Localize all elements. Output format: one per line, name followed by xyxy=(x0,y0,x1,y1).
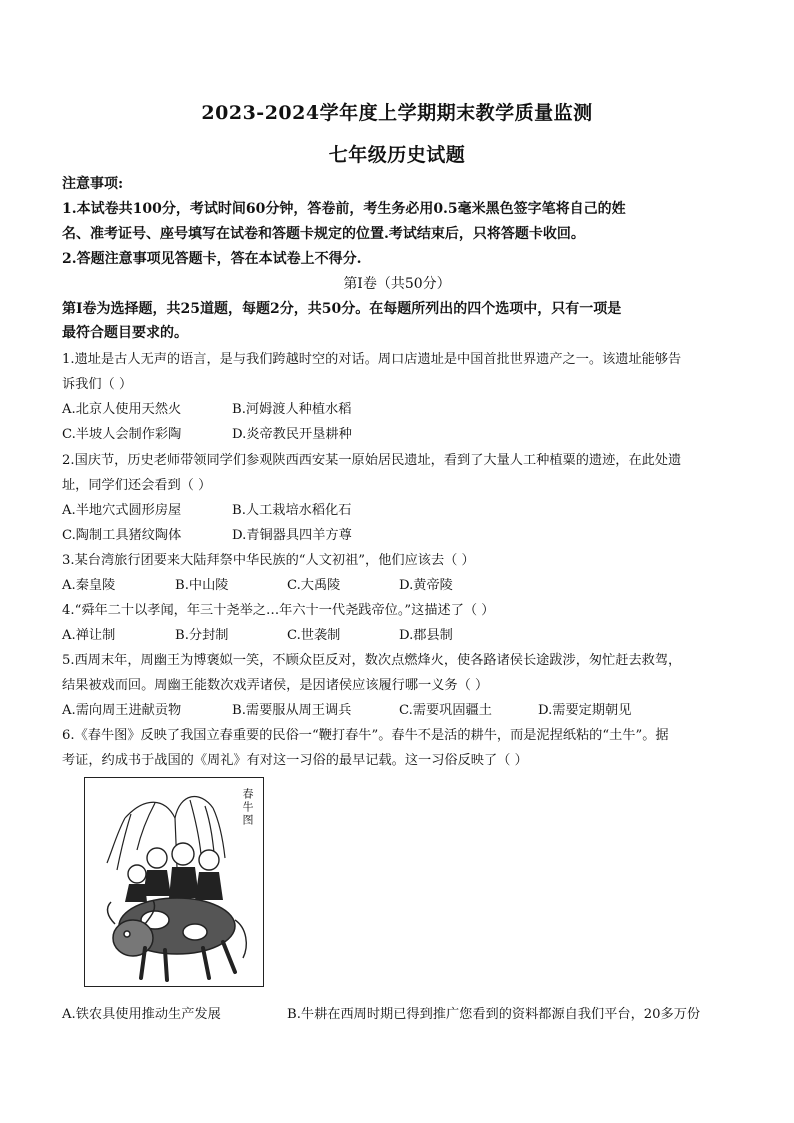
notice-line-2: 2.答题注意事项见答题卡，答在本试卷上不得分. xyxy=(62,251,362,267)
exam-title: 2023-2024学年度上学期期末教学质量监测 xyxy=(201,102,593,124)
q2-option-a: A.半地穴式圆形房屋 xyxy=(62,503,182,518)
q1-option-a: A.北京人使用天然火 xyxy=(62,402,182,417)
q4-option-a: A.禅让制 xyxy=(62,628,116,643)
q5-option-b: B.需要服从周王调兵 xyxy=(232,703,352,718)
q1-option-c: C.半坡人会制作彩陶 xyxy=(62,427,182,442)
spring-ox-illustration xyxy=(85,778,264,987)
section-intro-1: 第Ⅰ卷为选择题，共25道题，每题2分，共50分。在每题所列出的四个选项中，只有一项是 xyxy=(62,301,622,317)
q1-option-d: D.炎帝教民开垦耕种 xyxy=(232,427,352,442)
q5-stem-1: 5.西周末年，周幽王为博褒姒一笑，不顾众臣反对，数次点燃烽火，使各路诸侯长途跋涉，匆忙赶去救驾， xyxy=(62,653,682,668)
q6-stem-2: 考证，约成书于战国的《周礼》有对这一习俗的最早记载。这一习俗反映了（ ） xyxy=(62,753,528,768)
notice-line-1a: 1.本试卷共100分，考试时间60分钟，答卷前，考生务必用0.5毫米黑色签字笔将自己的姓 xyxy=(62,201,626,217)
q4-stem: 4.“舜年二十以孝闻，年三十尧举之…年六十一代尧践帝位。”这描述了（ ） xyxy=(62,603,495,618)
notice-line-1b: 名、准考证号、座号填写在试卷和答题卡规定的位置.考试结束后，只将答题卡收回。 xyxy=(62,226,585,242)
q6-option-b: B.牛耕在西周时期已得到推广您看到的资料都源自我们平台，20多万份 xyxy=(287,1007,701,1022)
q2-stem-2: 址，同学们还会看到（ ） xyxy=(62,478,212,493)
q3-option-d: D.黄帝陵 xyxy=(399,578,453,593)
q1-stem-1: 1.遗址是古人无声的语言，是与我们跨越时空的对话。周口店遗址是中国首批世界遗产之一。该遗址能够告 xyxy=(62,352,682,367)
q5-option-c: C.需要巩固疆土 xyxy=(399,703,492,718)
q3-option-b: B.中山陵 xyxy=(175,578,229,593)
notice-heading: 注意事项: xyxy=(62,176,124,192)
q3-option-c: C.大禹陵 xyxy=(287,578,341,593)
q5-option-a: A.需向周王进献贡物 xyxy=(62,703,182,718)
q2-stem-1: 2.国庆节，历史老师带领同学们参观陕西西安某一原始居民遗址，看到了大量人工种植粟的遗迹，在此处遗 xyxy=(62,453,682,468)
q2-option-c: C.陶制工具猪纹陶体 xyxy=(62,528,182,543)
q3-stem: 3.某台湾旅行团要来大陆拜祭中华民族的“人文初祖”，他们应该去（ ） xyxy=(62,553,475,568)
q1-option-b: B.河姆渡人种植水稻 xyxy=(232,402,352,417)
q6-option-a: A.铁农具使用推动生产发展 xyxy=(62,1007,221,1022)
spring-ox-figure xyxy=(84,777,264,987)
q3-option-a: A.秦皇陵 xyxy=(62,578,116,593)
q2-option-d: D.青铜器具四羊方尊 xyxy=(232,528,352,543)
section-intro-2: 最符合题目要求的。 xyxy=(62,325,188,341)
section-title: 第Ⅰ卷（共50分） xyxy=(343,276,451,292)
q5-option-d: D.需要定期朝见 xyxy=(538,703,632,718)
q1-stem-2: 诉我们（ ） xyxy=(62,377,133,392)
q4-option-b: B.分封制 xyxy=(175,628,229,643)
q5-stem-2: 结果被戏而回。周幽王能数次戏弄诸侯，是因诸侯应该履行哪一义务（ ） xyxy=(62,678,489,693)
q4-option-d: D.郡县制 xyxy=(399,628,453,643)
q6-stem-1: 6.《春牛图》反映了我国立春重要的民俗一“鞭打春牛”。春牛不是活的耕牛，而是泥捏纸粘的“土牛”。据 xyxy=(62,728,669,743)
q4-option-c: C.世袭制 xyxy=(287,628,341,643)
exam-subtitle: 七年级历史试题 xyxy=(328,144,466,166)
q2-option-b: B.人工栽培水稻化石 xyxy=(232,503,352,518)
figure-caption: 春牛图 xyxy=(241,788,254,827)
